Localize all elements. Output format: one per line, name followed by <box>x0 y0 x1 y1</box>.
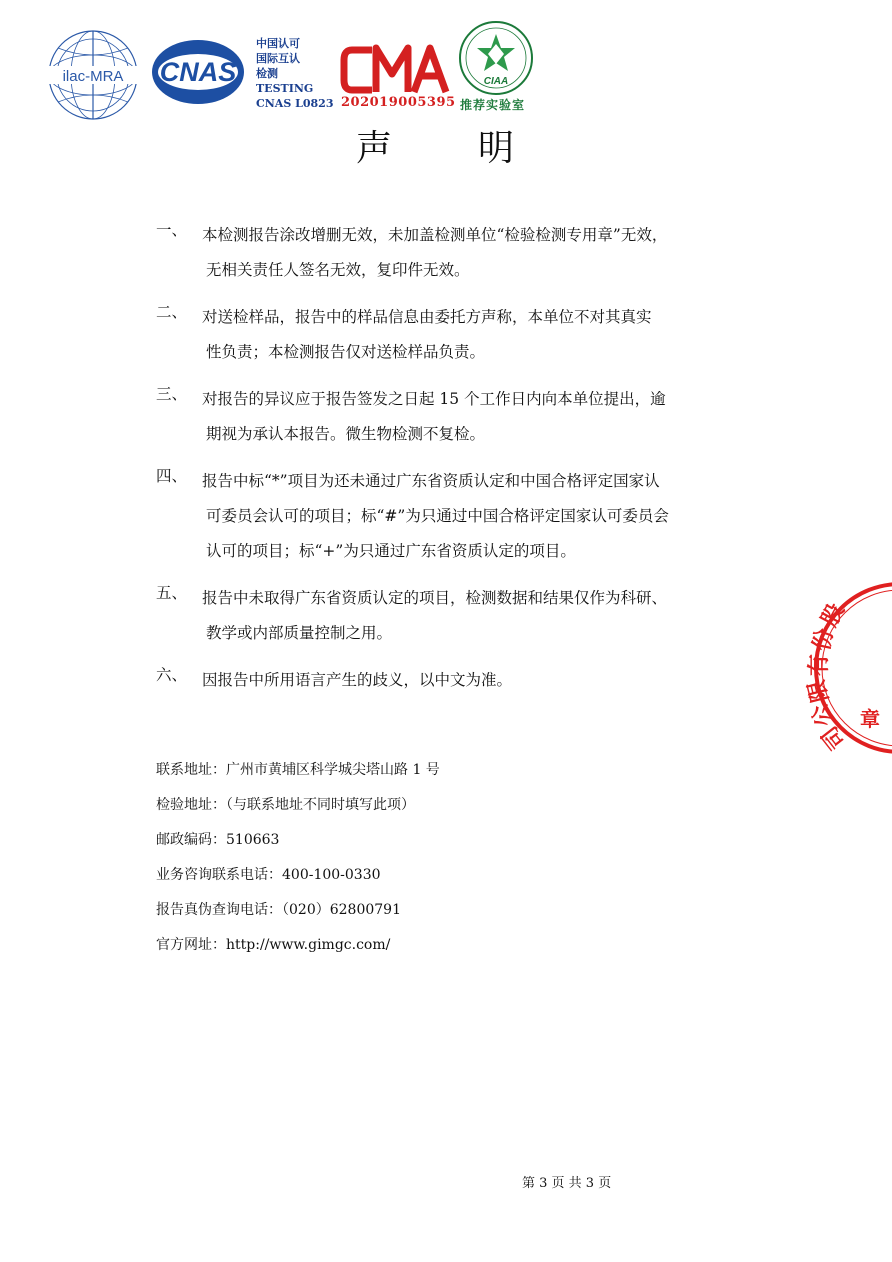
contact-info <box>156 758 440 968</box>
verify-phone: 报告真伪查询电话：（020）62800791 <box>156 902 401 918</box>
list-item <box>156 663 756 698</box>
page-title <box>356 120 514 171</box>
item-number: 五、 <box>156 584 188 602</box>
item-number: 二、 <box>156 303 188 321</box>
header-logos <box>0 0 892 120</box>
item-line: 性负责；本检测报告仅对送检样品负责。 <box>206 343 486 361</box>
svg-text:份: 份 <box>808 626 839 654</box>
item-line: 教学或内部质量控制之用。 <box>206 624 393 642</box>
cma-number: 202019005395 <box>341 95 456 110</box>
cma-logo <box>340 40 452 98</box>
svg-text:有: 有 <box>806 653 832 676</box>
company-seal <box>800 578 892 758</box>
cnas-logo <box>150 38 246 106</box>
title-char-1: 声 <box>356 128 393 169</box>
list-item <box>156 382 756 452</box>
svg-text:公: 公 <box>806 699 840 731</box>
list-item <box>156 581 756 651</box>
list-item <box>156 300 756 370</box>
list-item <box>156 464 756 569</box>
item-number: 三、 <box>156 385 188 403</box>
postcode: 邮政编码：510663 <box>156 832 280 848</box>
svg-text:章: 章 <box>860 707 880 731</box>
contact-address: 联系地址：广州市黄埔区科学城尖塔山路 1 号 <box>156 762 440 778</box>
website: 官方网址：http://www.gimgc.com/ <box>156 937 391 953</box>
svg-text:ilac-MRA: ilac-MRA <box>62 68 124 85</box>
page-footer: 第 3 页 共 3 页 <box>522 1176 612 1191</box>
item-line: 对报告的异议应于报告签发之日起 15 个工作日内向本单位提出，逾 <box>202 390 666 408</box>
item-number: 一、 <box>156 221 188 239</box>
list-item <box>156 218 756 288</box>
item-line: 本检测报告涂改增删无效，未加盖检测单位“检验检测专用章”无效， <box>202 226 668 244</box>
business-phone: 业务咨询联系电话：400-100-0330 <box>156 867 381 883</box>
svg-text:司: 司 <box>816 720 851 755</box>
item-number: 四、 <box>156 467 188 485</box>
svg-text:CNAS: CNAS <box>159 57 237 87</box>
svg-text:CIAA: CIAA <box>483 76 509 87</box>
ilac-mra-logo <box>44 28 142 122</box>
item-number: 六、 <box>156 666 188 684</box>
cnas-caption: 中国认可 国际互认 检测 TESTING CNAS L0823 <box>256 37 334 110</box>
ciaa-label: 推荐实验室 <box>460 98 526 112</box>
item-line: 认可的项目；标“+”为只通过广东省资质认定的项目。 <box>206 542 576 560</box>
item-line: 可委员会认可的项目；标“#”为只通过中国合格评定国家认可委员会 <box>206 507 669 525</box>
svg-text:限: 限 <box>803 677 834 705</box>
item-line: 报告中标“*”项目为还未通过广东省资质认定和中国合格评定国家认 <box>202 472 660 490</box>
declaration-list <box>156 218 756 710</box>
title-char-2: 明 <box>478 128 515 169</box>
item-line: 对送检样品，报告中的样品信息由委托方声称，本单位不对其真实 <box>202 308 652 326</box>
item-line: 无相关责任人签名无效，复印件无效。 <box>206 261 470 279</box>
svg-text:股: 股 <box>816 599 850 631</box>
item-line: 因报告中所用语言产生的歧义，以中文为准。 <box>202 671 513 689</box>
item-line: 报告中未取得广东省资质认定的项目，检测数据和结果仅作为科研、 <box>202 589 668 607</box>
inspection-address: 检验地址：（与联系地址不同时填写此项） <box>156 797 415 813</box>
item-line: 期视为承认本报告。微生物检测不复检。 <box>206 425 486 443</box>
ciaa-logo <box>458 20 534 96</box>
